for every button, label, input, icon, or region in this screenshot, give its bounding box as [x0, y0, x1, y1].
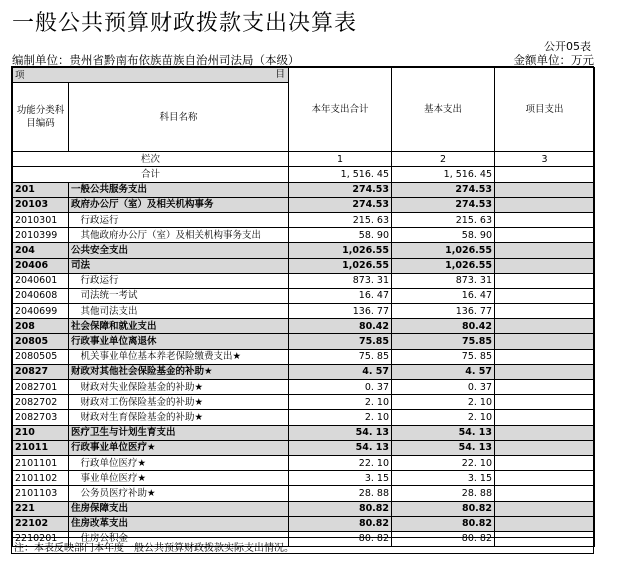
row-code: 2010399 — [13, 228, 69, 243]
row-basic: 274.53 — [392, 197, 495, 212]
row-total: 873. 31 — [289, 273, 392, 288]
lanci-col2: 2 — [392, 152, 495, 167]
row-project — [495, 182, 595, 197]
lanci-label: 栏次 — [13, 152, 289, 167]
row-basic: 80.82 — [392, 516, 495, 531]
row-basic: 136. 77 — [392, 304, 495, 319]
row-name: 司法统一考试 — [69, 288, 289, 303]
row-total: 80. 82 — [289, 531, 392, 546]
row-total: 0. 37 — [289, 380, 392, 395]
row-basic: 274.53 — [392, 182, 495, 197]
row-project — [495, 410, 595, 425]
row-total: 28. 88 — [289, 486, 392, 501]
row-name: 事业单位医疗★ — [69, 471, 289, 486]
row-project — [495, 212, 595, 227]
row-name: 行政单位医疗★ — [69, 455, 289, 470]
row-name: 财政对失业保险基金的补助★ — [69, 380, 289, 395]
row-project — [495, 273, 595, 288]
table-row — [13, 319, 595, 334]
row-total: 4. 57 — [289, 364, 392, 379]
row-code: 2080505 — [13, 349, 69, 364]
row-basic: 54. 13 — [392, 440, 495, 455]
row-code: 2101102 — [13, 471, 69, 486]
total-amount: 1, 516. 45 — [289, 167, 392, 182]
row-total: 2. 10 — [289, 395, 392, 410]
row-total: 274.53 — [289, 182, 392, 197]
row-basic: 16. 47 — [392, 288, 495, 303]
unit-row — [12, 52, 594, 68]
row-project — [495, 258, 595, 273]
lanci-row — [13, 152, 595, 167]
row-basic: 1,026.55 — [392, 243, 495, 258]
table-row — [13, 440, 595, 455]
row-name: 行政运行 — [69, 273, 289, 288]
row-total: 22. 10 — [289, 455, 392, 470]
row-code: 2082703 — [13, 410, 69, 425]
table-row — [13, 486, 595, 501]
row-project — [495, 197, 595, 212]
row-basic: 3. 15 — [392, 471, 495, 486]
row-basic: 80.82 — [392, 501, 495, 516]
total-basic: 1, 516. 45 — [392, 167, 495, 182]
table-row — [13, 182, 595, 197]
table-row — [13, 304, 595, 319]
row-project — [495, 228, 595, 243]
row-project — [495, 425, 595, 440]
row-name: 财政对其他社会保险基金的补助★ — [69, 364, 289, 379]
row-basic: 54. 13 — [392, 425, 495, 440]
mu-label: 目 — [275, 69, 286, 80]
table-note: 注：本表反映部门本年度一般公共预算财政拨款实际支出情况。 — [12, 537, 594, 555]
table-row — [13, 425, 595, 440]
row-project — [495, 455, 595, 470]
row-project — [495, 501, 595, 516]
row-code: 2101101 — [13, 455, 69, 470]
compiling-unit: 编制单位：贵州省黔南布依族苗族自治州司法局（本级） — [12, 53, 300, 67]
row-basic: 75.85 — [392, 334, 495, 349]
row-total: 75.85 — [289, 334, 392, 349]
total-row — [13, 167, 595, 182]
xiangmu-cell — [13, 68, 289, 83]
row-name: 一般公共服务支出 — [69, 182, 289, 197]
row-code: 20805 — [13, 334, 69, 349]
col-name-header: 科目名称 — [69, 83, 289, 152]
row-project — [495, 243, 595, 258]
row-code: 201 — [13, 182, 69, 197]
lanci-col3: 3 — [495, 152, 595, 167]
report-title: 一般公共预算财政拨款支出决算表 — [12, 11, 358, 36]
row-total: 215. 63 — [289, 212, 392, 227]
row-basic: 2. 10 — [392, 410, 495, 425]
row-name: 机关事业单位基本养老保险缴费支出★ — [69, 349, 289, 364]
row-code: 2082701 — [13, 380, 69, 395]
row-basic: 75. 85 — [392, 349, 495, 364]
row-project — [495, 395, 595, 410]
row-total: 80.82 — [289, 516, 392, 531]
row-total: 3. 15 — [289, 471, 392, 486]
row-code: 204 — [13, 243, 69, 258]
row-code: 2040699 — [13, 304, 69, 319]
table-row — [13, 243, 595, 258]
row-basic: 2. 10 — [392, 395, 495, 410]
table-row — [13, 228, 595, 243]
row-total: 1,026.55 — [289, 243, 392, 258]
row-name: 公共安全支出 — [69, 243, 289, 258]
row-project — [495, 380, 595, 395]
row-project — [495, 364, 595, 379]
total-project — [495, 167, 595, 182]
row-code: 210 — [13, 425, 69, 440]
table-row — [13, 364, 595, 379]
table-row — [13, 288, 595, 303]
row-code: 20103 — [13, 197, 69, 212]
row-code: 22102 — [13, 516, 69, 531]
row-name: 医疗卫生与计划生育支出 — [69, 425, 289, 440]
col-project-header: 项目支出 — [495, 68, 595, 152]
row-basic: 22. 10 — [392, 455, 495, 470]
row-name: 其他政府办公厅（室）及相关机构事务支出 — [69, 228, 289, 243]
col-code-header: 功能分类科目编码 — [13, 83, 69, 152]
lanci-col1: 1 — [289, 152, 392, 167]
row-name: 住房公积金 — [69, 531, 289, 546]
table-row — [13, 212, 595, 227]
row-basic: 80. 82 — [392, 531, 495, 546]
table-row — [13, 471, 595, 486]
row-code: 21011 — [13, 440, 69, 455]
row-project — [495, 319, 595, 334]
row-project — [495, 471, 595, 486]
row-name: 行政事业单位离退休 — [69, 334, 289, 349]
row-name: 财政对工伤保险基金的补助★ — [69, 395, 289, 410]
row-name: 住房保障支出 — [69, 501, 289, 516]
row-project — [495, 486, 595, 501]
row-total: 1,026.55 — [289, 258, 392, 273]
table-row — [13, 197, 595, 212]
header-row-xiangmu — [13, 68, 595, 83]
table-row — [13, 516, 595, 531]
row-total: 80.82 — [289, 501, 392, 516]
col-total-header: 本年支出合计 — [289, 68, 392, 152]
row-project — [495, 349, 595, 364]
form-number: 公开05表 — [544, 40, 591, 53]
row-basic: 58. 90 — [392, 228, 495, 243]
row-basic: 1,026.55 — [392, 258, 495, 273]
row-code: 2010301 — [13, 212, 69, 227]
row-code: 2082702 — [13, 395, 69, 410]
row-total: 80.42 — [289, 319, 392, 334]
row-code: 2040601 — [13, 273, 69, 288]
row-total: 136. 77 — [289, 304, 392, 319]
row-code: 2101103 — [13, 486, 69, 501]
row-total: 16. 47 — [289, 288, 392, 303]
row-name: 政府办公厅（室）及相关机构事务 — [69, 197, 289, 212]
row-code: 20827 — [13, 364, 69, 379]
row-code: 208 — [13, 319, 69, 334]
row-name: 财政对生育保险基金的补助★ — [69, 410, 289, 425]
row-basic: 4. 57 — [392, 364, 495, 379]
row-project — [495, 516, 595, 531]
table-row — [13, 501, 595, 516]
amount-unit: 金额单位：万元 — [513, 53, 594, 67]
row-total: 54. 13 — [289, 425, 392, 440]
row-code: 20406 — [13, 258, 69, 273]
row-total: 54. 13 — [289, 440, 392, 455]
row-total: 274.53 — [289, 197, 392, 212]
row-name: 公务员医疗补助★ — [69, 486, 289, 501]
row-code: 2210201 — [13, 531, 69, 546]
table-row — [13, 273, 595, 288]
xiang-label: 项 — [15, 69, 25, 81]
row-basic: 215. 63 — [392, 212, 495, 227]
row-basic: 873. 31 — [392, 273, 495, 288]
row-basic: 0. 37 — [392, 380, 495, 395]
row-project — [495, 334, 595, 349]
row-project — [495, 440, 595, 455]
row-name: 住房改革支出 — [69, 516, 289, 531]
row-project — [495, 288, 595, 303]
expenditure-table — [12, 67, 595, 547]
row-name: 司法 — [69, 258, 289, 273]
row-basic: 80.42 — [392, 319, 495, 334]
row-code: 221 — [13, 501, 69, 516]
table-row — [13, 410, 595, 425]
total-label: 合计 — [13, 167, 289, 182]
table-row — [13, 334, 595, 349]
row-name: 行政事业单位医疗★ — [69, 440, 289, 455]
table-row — [13, 380, 595, 395]
table-row — [13, 349, 595, 364]
row-name: 社会保障和就业支出 — [69, 319, 289, 334]
row-total: 75. 85 — [289, 349, 392, 364]
row-code: 2040608 — [13, 288, 69, 303]
row-basic: 28. 88 — [392, 486, 495, 501]
row-total: 58. 90 — [289, 228, 392, 243]
row-project — [495, 304, 595, 319]
table-row — [13, 395, 595, 410]
col-basic-header: 基本支出 — [392, 68, 495, 152]
table-row — [13, 258, 595, 273]
row-name: 行政运行 — [69, 212, 289, 227]
table-row — [13, 455, 595, 470]
row-name: 其他司法支出 — [69, 304, 289, 319]
row-total: 2. 10 — [289, 410, 392, 425]
